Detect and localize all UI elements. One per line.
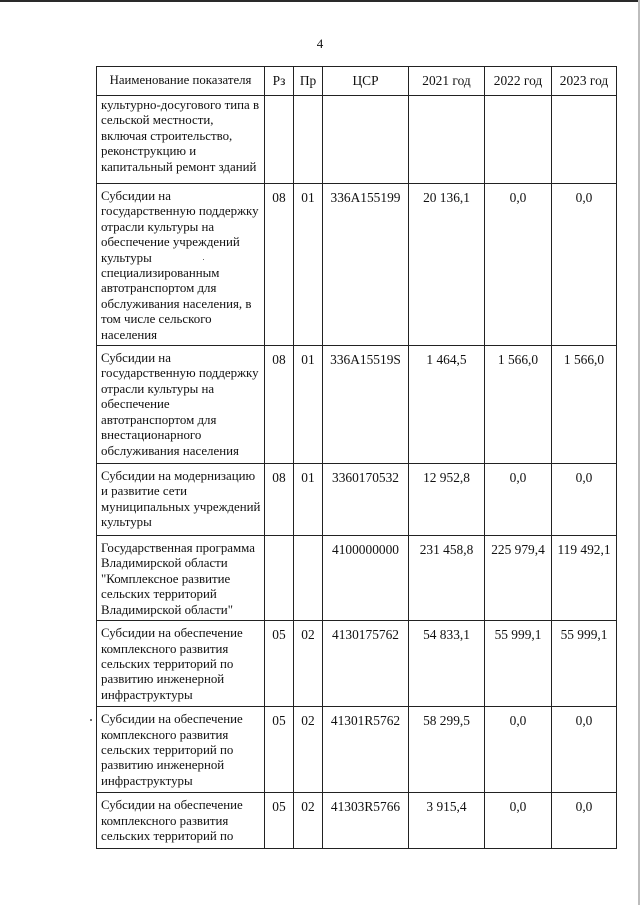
table-row bbox=[97, 96, 617, 184]
row-2022: 1 566,0 bbox=[485, 346, 552, 464]
header-name: Наименование показателя bbox=[97, 67, 265, 96]
row-pr: 02 bbox=[294, 793, 323, 849]
row-rz: 08 bbox=[265, 346, 294, 464]
page-number: 4 bbox=[316, 36, 324, 51]
row-csr: 336A155199 bbox=[323, 184, 409, 346]
row-2022: 0,0 bbox=[485, 793, 552, 849]
row-2023 bbox=[552, 96, 617, 184]
row-2023: 0,0 bbox=[552, 707, 617, 793]
row-2021: 54 833,1 bbox=[409, 621, 485, 707]
row-csr: 336A15519S bbox=[323, 346, 409, 464]
header-csr: ЦСР bbox=[323, 67, 409, 96]
row-name: Государственная программа Владимирской области "Комплексное развитие сельских территорий Владимирской области" bbox=[97, 536, 265, 621]
row-name: Субсидии на модернизацию и развитие сети муниципальных учреждений культуры bbox=[97, 464, 265, 536]
header-pr: Пр bbox=[294, 67, 323, 96]
row-2022: 225 979,4 bbox=[485, 536, 552, 621]
row-pr: 02 bbox=[294, 707, 323, 793]
row-csr: 3360170532 bbox=[323, 464, 409, 536]
header-2021: 2021 год bbox=[409, 67, 485, 96]
row-rz: 08 bbox=[265, 184, 294, 346]
row-name: Субсидии на обеспечение комплексного развития сельских территорий по развитию инженерной инфраструктуры bbox=[97, 621, 265, 707]
page-top-edge bbox=[0, 0, 640, 2]
row-name: культурно-досугового типа в сельской местности, включая строительство, реконструкцию и капитальный ремонт зданий bbox=[97, 96, 265, 184]
table-row bbox=[97, 346, 617, 464]
row-rz bbox=[265, 536, 294, 621]
row-csr bbox=[323, 96, 409, 184]
row-2023: 55 999,1 bbox=[552, 621, 617, 707]
budget-table bbox=[96, 66, 617, 849]
row-name: Субсидии на государственную поддержку отрасли культуры на обеспечение учреждений культуры специализированным автотранспортом для обслуживания населения, в том числе сельского населения bbox=[97, 184, 265, 346]
row-pr bbox=[294, 96, 323, 184]
row-csr: 4130175762 bbox=[323, 621, 409, 707]
row-name: Субсидии на обеспечение комплексного развития сельских территорий по bbox=[97, 793, 265, 849]
row-2021 bbox=[409, 96, 485, 184]
row-2021: 3 915,4 bbox=[409, 793, 485, 849]
row-2021: 1 464,5 bbox=[409, 346, 485, 464]
table-row bbox=[97, 184, 617, 346]
scan-speck bbox=[203, 259, 204, 260]
table-row bbox=[97, 707, 617, 793]
row-2023: 1 566,0 bbox=[552, 346, 617, 464]
row-2022: 0,0 bbox=[485, 464, 552, 536]
row-pr bbox=[294, 536, 323, 621]
row-pr: 01 bbox=[294, 346, 323, 464]
row-pr: 01 bbox=[294, 464, 323, 536]
row-csr: 41303R5766 bbox=[323, 793, 409, 849]
row-2023: 119 492,1 bbox=[552, 536, 617, 621]
row-2023: 0,0 bbox=[552, 793, 617, 849]
row-2021: 12 952,8 bbox=[409, 464, 485, 536]
row-rz: 05 bbox=[265, 793, 294, 849]
table-row bbox=[97, 536, 617, 621]
row-2021: 20 136,1 bbox=[409, 184, 485, 346]
row-2022: 55 999,1 bbox=[485, 621, 552, 707]
row-2021: 231 458,8 bbox=[409, 536, 485, 621]
row-csr: 4100000000 bbox=[323, 536, 409, 621]
row-2021: 58 299,5 bbox=[409, 707, 485, 793]
row-pr: 01 bbox=[294, 184, 323, 346]
row-pr: 02 bbox=[294, 621, 323, 707]
row-rz: 05 bbox=[265, 707, 294, 793]
row-2022: 0,0 bbox=[485, 184, 552, 346]
header-2023: 2023 год bbox=[552, 67, 617, 96]
row-rz: 05 bbox=[265, 621, 294, 707]
row-2022: 0,0 bbox=[485, 707, 552, 793]
row-rz bbox=[265, 96, 294, 184]
header-rz: Рз bbox=[265, 67, 294, 96]
row-2022 bbox=[485, 96, 552, 184]
row-2023: 0,0 bbox=[552, 464, 617, 536]
row-rz: 08 bbox=[265, 464, 294, 536]
table-header-row bbox=[97, 67, 617, 96]
table-row bbox=[97, 621, 617, 707]
table-row bbox=[97, 464, 617, 536]
header-2022: 2022 год bbox=[485, 67, 552, 96]
row-name: Субсидии на государственную поддержку отрасли культуры на обеспечение автотранспортом для внестационарного обслуживания населения bbox=[97, 346, 265, 464]
row-csr: 41301R5762 bbox=[323, 707, 409, 793]
table-row bbox=[97, 793, 617, 849]
row-2023: 0,0 bbox=[552, 184, 617, 346]
row-name: Субсидии на обеспечение комплексного развития сельских территорий по развитию инженерной инфраструктуры bbox=[97, 707, 265, 793]
scan-speck bbox=[90, 719, 92, 721]
